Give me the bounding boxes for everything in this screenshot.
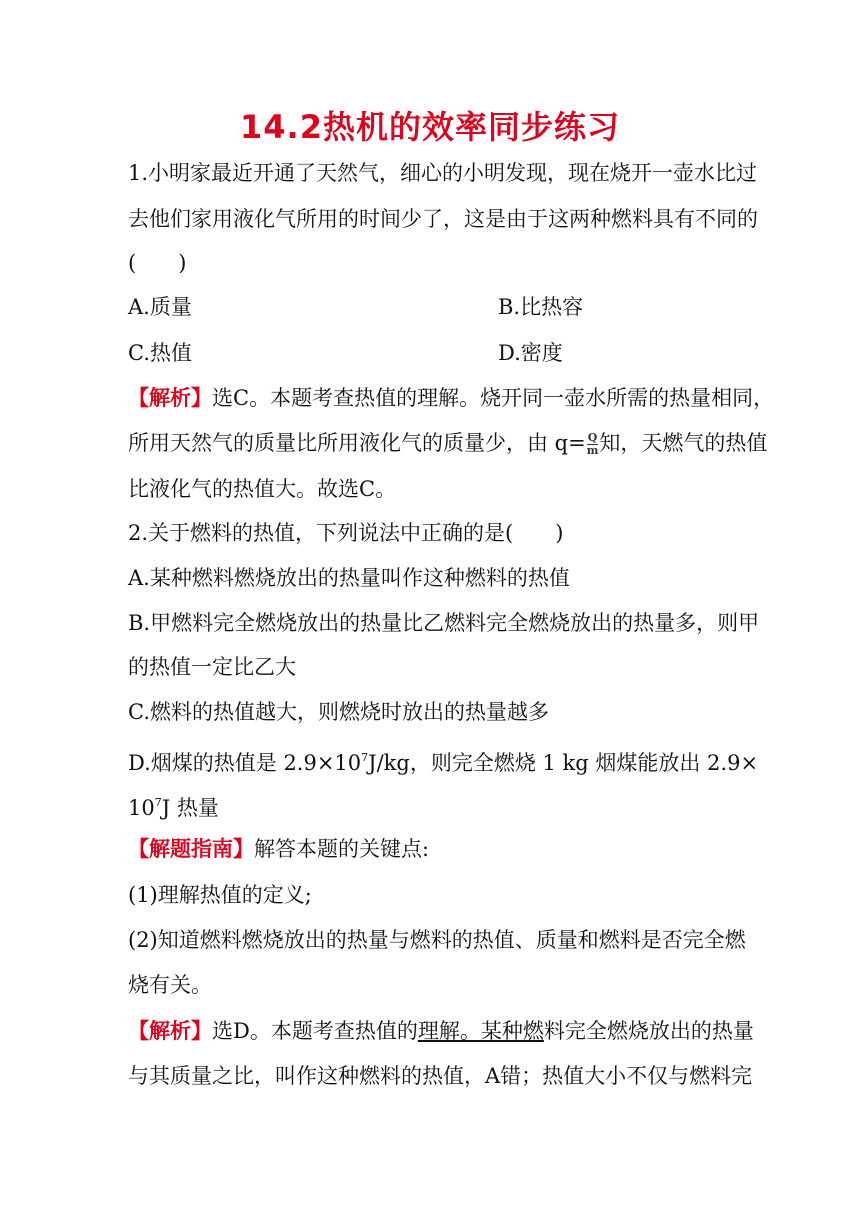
page-title: 14.2热机的效率同步练习: [240, 108, 620, 146]
sol2-line-1: [128, 1016, 754, 1046]
q2-option-a: A.某种燃料燃烧放出的热量叫作这种燃料的热值: [128, 566, 570, 590]
q2-option-d-text-b: J/kg，则完全燃烧 1 kg 烟煤能放出 2.9×: [368, 751, 759, 775]
guide-point-1: (1)理解热值的定义;: [128, 883, 312, 907]
q2-option-b-line-2: 的热值一定比乙大: [128, 655, 296, 679]
q2-option-d-text-a: D.烟煤的热值是 2.9×10: [128, 751, 362, 775]
sol2-line-2: 与其质量之比，叫作这种燃料的热值，A错；热值大小不仅与燃料完: [128, 1064, 753, 1088]
q1-option-a: A.质量: [128, 295, 192, 319]
sol1-text-1: 选C。本题考查热值的理解。烧开同一壶水所需的热量相同，: [212, 386, 775, 410]
q1-options-row-1: [128, 292, 584, 322]
sol1-line-2: [128, 428, 767, 458]
sol1-text-2a: 所用天然气的质量比所用液化气的质量少，由 q=: [128, 431, 586, 455]
q1-option-c: C.热值: [128, 341, 192, 365]
q2-option-c: C.燃料的热值越大，则燃烧时放出的热量越多: [128, 700, 549, 724]
guide-point-2-line-2: 烧有关。: [128, 973, 212, 997]
guide-text: 解答本题的关键点:: [254, 837, 430, 861]
q2-option-d2-text-a: 10: [128, 796, 155, 820]
analysis-tag: 【解析】: [128, 1018, 212, 1043]
q1-line-1: 1.小明家最近开通了天然气，细心的小明发现，现在烧开一壶水比过: [128, 161, 758, 185]
sol1-text-2b: 知，天燃气的热值: [599, 431, 768, 455]
sol1-line-3: 比液化气的热值大。故选C。: [128, 477, 397, 501]
q2-option-d-line-2: [128, 788, 219, 823]
q1-option-d: D.密度: [498, 341, 563, 365]
analysis-tag: 【解析】: [128, 385, 212, 410]
sol2-text-1a: 选D。本题考查热值的: [212, 1019, 418, 1043]
q1-line-3: ( ): [128, 251, 187, 275]
q2-option-d2-text-b: J 热量: [161, 796, 219, 820]
q2-stem: 2.关于燃料的热值，下列说法中正确的是( ): [128, 521, 564, 545]
guide-tag: 【解题指南】: [128, 836, 254, 861]
fraction-numerator: Q: [587, 431, 598, 444]
q1-option-b: B.比热容: [498, 295, 584, 319]
q2-option-b-line-1: B.甲燃料完全燃烧放出的热量比乙燃料完全燃烧放出的热量多，则甲: [128, 611, 760, 635]
guide-line: [128, 834, 429, 864]
sol2-text-1b: 料完全燃烧放出的热量: [543, 1019, 754, 1043]
guide-point-2-line-1: (2)知道燃料燃烧放出的热量与燃料的热值、质量和燃料是否完全燃: [128, 928, 746, 952]
q1-line-2: 去他们家用液化气所用的时间少了，这是由于这两种燃料具有不同的: [128, 207, 758, 231]
sol2-text-underlined: 理解。某种燃: [417, 1019, 544, 1043]
exponent: 7: [154, 796, 162, 809]
exponent: 7: [361, 751, 369, 764]
formula-fraction: [587, 432, 599, 457]
q2-option-d-line-1: [128, 743, 758, 778]
sol1-line-1: [128, 383, 774, 413]
q1-options-row-2: [128, 338, 563, 368]
fraction-denominator: m: [586, 444, 599, 457]
